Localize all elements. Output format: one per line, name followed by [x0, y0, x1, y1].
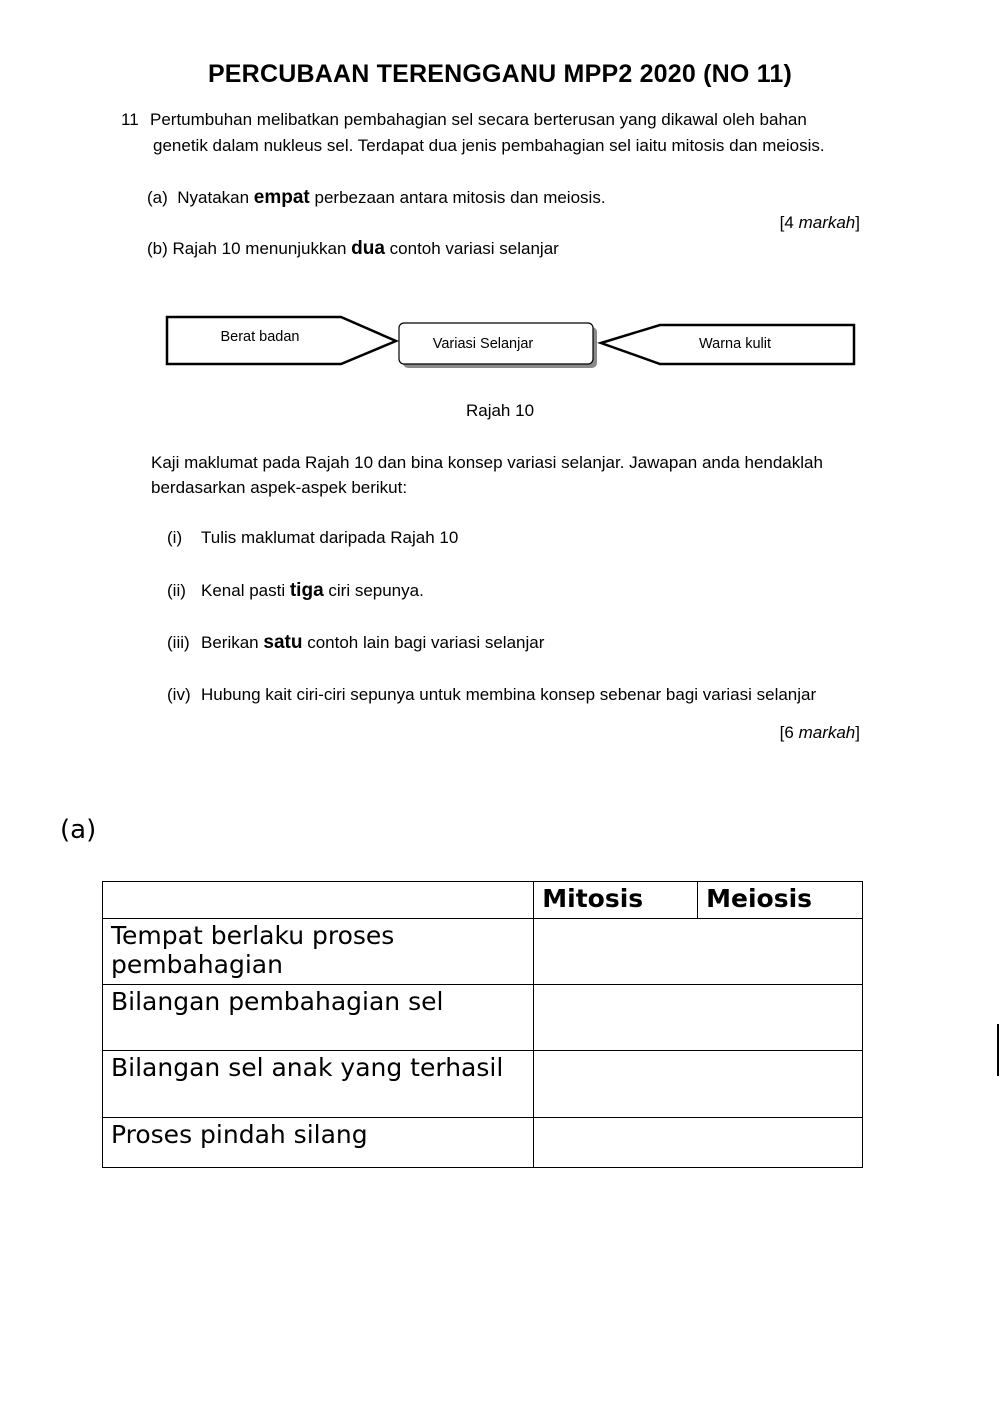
question-intro-line2: genetik dalam nukleus sel. Terdapat dua jenis pembahagian sel iaitu mitosis dan meiosis.: [153, 136, 825, 155]
question-number: 11: [121, 110, 139, 129]
row-label: Bilangan pembahagian sel: [103, 985, 534, 1051]
aspect-number: (iv): [167, 685, 191, 704]
left-box-label: Berat badan: [220, 329, 300, 345]
row-label: Bilangan sel anak yang terhasil: [103, 1051, 534, 1118]
row-label: Tempat berlaku proses pembahagian: [103, 919, 534, 985]
part-a-prompt: (a) Nyatakan empat perbezaan antara mitosis dan meiosis.: [147, 187, 606, 208]
answer-cell[interactable]: [534, 985, 863, 1051]
table-row: [103, 1118, 863, 1168]
page-title: PERCUBAAN TERENGGANU MPP2 2020 (NO 11): [207, 60, 793, 88]
answer-cell[interactable]: [534, 1051, 863, 1118]
aspect-item: (i) Tulis maklumat daripada Rajah 10: [167, 525, 458, 551]
aspect-emphasis: tiga: [289, 580, 324, 601]
aspect-item: (ii) Kenal pasti tiga ciri sepunya.: [167, 578, 424, 604]
right-box-label: Warna kulit: [699, 336, 771, 352]
edge-mark: [997, 1024, 999, 1076]
table-row: [103, 1051, 863, 1118]
instruction-line1: Kaji maklumat pada Rajah 10 dan bina konsep variasi selanjar. Jawapan anda hendaklah: [151, 453, 823, 472]
answer-table: [102, 881, 863, 1168]
part-b-label: (b): [147, 239, 168, 258]
part-a-label: (a): [147, 188, 168, 207]
answer-label: (a): [60, 815, 97, 845]
aspect-emphasis: satu: [263, 632, 303, 653]
instruction-line2: berdasarkan aspek-aspek berikut:: [151, 478, 408, 497]
answer-cell[interactable]: [534, 919, 863, 985]
part-a-emphasis: empat: [253, 187, 310, 208]
table-row: [103, 985, 863, 1051]
answer-cell[interactable]: [534, 1118, 863, 1168]
marks-b: [6 markah]: [779, 723, 860, 742]
aspect-item: (iv) Hubung kait ciri-ciri sepunya untuk membina konsep sebenar bagi variasi selanjar: [167, 682, 816, 708]
aspect-item: (iii) Berikan satu contoh lain bagi variasi selanjar: [167, 630, 544, 656]
table-row: [103, 919, 863, 985]
concept-diagram: [160, 310, 865, 375]
table-header-row: [103, 882, 863, 919]
center-box-label: Variasi Selanjar: [432, 336, 534, 352]
row-label: Proses pindah silang: [103, 1118, 534, 1168]
question-intro-line1: Pertumbuhan melibatkan pembahagian sel secara berterusan yang dikawal oleh bahan: [150, 110, 807, 129]
diagram-caption: Rajah 10: [465, 401, 535, 420]
aspect-number: (iii): [167, 633, 190, 652]
aspect-number: (ii): [167, 581, 186, 600]
header-mitosis: Mitosis: [534, 882, 698, 919]
part-b-prompt: (b) Rajah 10 menunjukkan dua contoh variasi selanjar: [147, 238, 559, 259]
header-meiosis: Meiosis: [698, 882, 863, 919]
part-b-emphasis: dua: [351, 238, 385, 259]
header-blank: [103, 882, 534, 919]
aspect-number: (i): [167, 528, 183, 547]
marks-a: [4 markah]: [779, 213, 860, 232]
